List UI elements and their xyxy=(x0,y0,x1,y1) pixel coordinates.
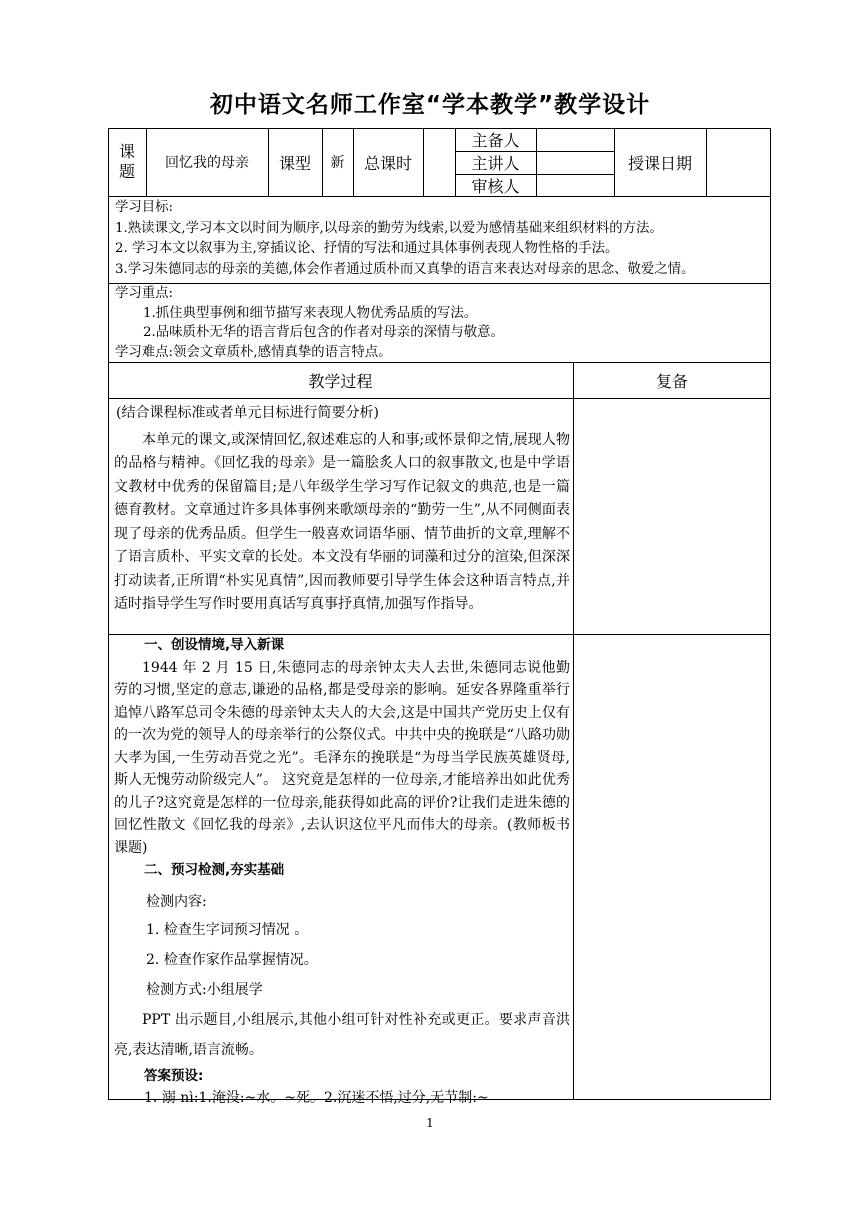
objectives-heading: 学习目标: xyxy=(115,200,174,215)
topic-value: 回忆我的母亲 xyxy=(165,155,249,171)
date-label: 授课日期 xyxy=(627,153,692,173)
check-item: 2. 检查作家作品掌握情况。 xyxy=(146,951,318,968)
ppt-instruction: PPT 出示题目,小组展示,其他小组可针对性补充或更正。要求声音洪亮,表达清晰,语言流畅。 xyxy=(114,1011,570,1058)
key-points-heading: 学习重点: xyxy=(115,286,174,301)
col-divider xyxy=(706,128,707,196)
section1-heading: 一、创设情境,导入新课 xyxy=(144,637,285,653)
type-value: 新 xyxy=(330,155,345,171)
check-content-label: 检测内容: xyxy=(146,893,207,910)
col-divider xyxy=(536,128,537,196)
topic-label xyxy=(108,128,146,196)
lecturer-label: 主讲人 xyxy=(471,154,520,173)
page-title: 初中语文名师工作室“学本教学”教学设计 xyxy=(209,92,651,118)
row-divider xyxy=(108,398,771,399)
reviewer-label: 审核人 xyxy=(471,176,520,196)
answer-heading: 答案预设: xyxy=(144,1067,204,1084)
section2-heading: 二、预习检测,夯实基础 xyxy=(144,862,285,878)
check-method: 检测方式:小组展学 xyxy=(146,981,263,998)
topic-label-char: 题 xyxy=(118,162,135,181)
col-divider xyxy=(573,362,574,1100)
col-divider xyxy=(423,128,424,196)
section1-paragraph: 1944 年 2 月 15 日,朱德同志的母亲钟太夫人去世,朱德同志说他勤劳的习惯,坚定的意志,谦逊的品格,都是受母亲的影响。延安各界隆重举行追悼八路军总司令朱德的母亲钟太夫人的大会,这是中国共产党历史上仅有的一次为党的领导人的母亲举行的公祭仪式。中共中央的挽联是“八路功勋大孝为国,一生劳动吾党之光”。毛泽东的挽联是“为母当学民族英雄贤母,斯人无愧劳动阶级完人”。 这究竟是怎样的一位母亲,才能培养出如此优秀的儿子?这究竟是怎样的一位母亲,能获得如此高的评价?让我们走进朱德的回忆性散文《回忆我的母亲》,去认识这位平凡而伟大的母亲。(教师板书课题) xyxy=(114,659,570,856)
review-header: 复备 xyxy=(655,371,688,391)
type-label: 课型 xyxy=(278,153,311,173)
topic-label-char: 课 xyxy=(118,142,135,161)
key-point-item: 1.抓住典型事例和细节描写来表现人物优秀品质的写法。 xyxy=(143,305,478,321)
analysis-section xyxy=(114,402,570,617)
objective-item: 1.熟读课文,学习本文以时间为顺序,以母亲的勤劳为线索,以爱为感情基础来组织材料的方法。 xyxy=(115,220,663,236)
hours-label: 总课时 xyxy=(363,153,412,173)
answer-item: 1. 溺 nì:1.淹没:~水。~死。2.沉迷不悟,过分,无节制:~ xyxy=(144,1090,489,1106)
lesson-steps xyxy=(114,634,570,1110)
key-points xyxy=(115,284,765,362)
analysis-paragraph: 本单元的课文,或深情回忆,叙述难忘的人和事;或怀景仰之情,展现人物的品格与精神。《回忆我的母亲》是一篇脍炙人口的叙事散文,也是中学语文教材中优秀的保留篇目;是八年级学生学习写作记叙文的典范,也是一篇德育教材。文章通过许多具体事例来歌颂母亲的“勤劳一生”,从不同侧面表现了母亲的优秀品质。但学生一般喜欢词语华丽、情节曲折的文章,理解不了语言质朴、平实文章的长处。本文没有华丽的词藻和过分的渲染,但深深打动读者,正所谓“朴实见真情”,因而教师要引导学生体会这种语言特点,并适时指导学生写作时要用真话写真事抒真情,加强写作指导。 xyxy=(114,431,570,612)
objective-item: 3.学习朱德同志的母亲的美德,体会作者通过质朴而又真挚的语言来表达对母亲的思念、敬爱之情。 xyxy=(115,261,695,277)
row-divider xyxy=(108,196,771,197)
learning-objectives xyxy=(115,198,765,280)
process-header: 教学过程 xyxy=(308,371,373,391)
key-point-item: 2.品味质朴无华的语言背后包含的作者对母亲的深情与敬意。 xyxy=(143,325,504,340)
check-item: 1. 检查生字词预习情况 。 xyxy=(146,921,309,938)
preparer-label: 主备人 xyxy=(471,131,520,150)
page-number: 1 xyxy=(426,1116,434,1130)
learning-difficulty: 学习难点:领会文章质朴,感情真挚的语言特点。 xyxy=(115,344,392,360)
analysis-note: (结合课程标准或者单元目标进行简要分析) xyxy=(116,405,379,421)
objective-item: 2. 学习本文以叙事为主,穿插议论、抒情的写法和通过具体事例表现人物性格的手法。 xyxy=(115,241,619,256)
